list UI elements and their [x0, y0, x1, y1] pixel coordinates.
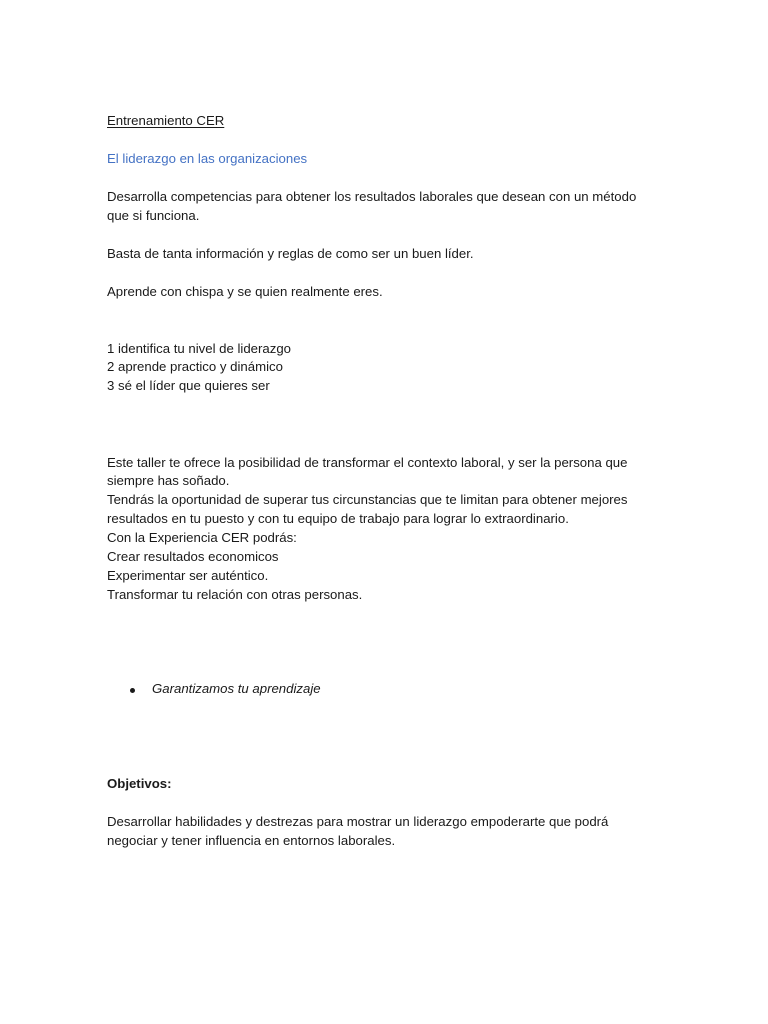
workshop-line-1: Este taller te ofrece la posibilidad de transformar el contexto laboral, y ser la persona que [107, 455, 628, 470]
workshop-line-6: Crear resultados economicos [107, 549, 279, 564]
document-subtitle: El liderazgo en las organizaciones [107, 151, 308, 166]
workshop-line-5: Con la Experiencia CER podrás: [107, 530, 297, 545]
objectives-heading: Objetivos: [107, 776, 172, 791]
workshop-line-4: resultados en tu puesto y con tu equipo de trabajo para lograr lo extraordinario. [107, 511, 569, 526]
paragraph-info: Basta de tanta información y reglas de como ser un buen líder. [107, 246, 474, 261]
intro-line-1: Desarrolla competencias para obtener los resultados laborales que desean con un método [107, 189, 637, 204]
objectives-line-1: Desarrollar habilidades y destrezas para mostrar un liderazgo empoderarte que podrá [107, 814, 609, 829]
bullet-icon [130, 688, 135, 693]
step-item-1: 1 identifica tu nivel de liderazgo [107, 341, 292, 356]
document-title: Entrenamiento CER [107, 113, 225, 128]
step-item-3: 3 sé el líder que quieres ser [107, 378, 270, 393]
objectives-line-2: negociar y tener influencia en entornos laborales. [107, 833, 396, 848]
paragraph-learn: Aprende con chispa y se quien realmente eres. [107, 284, 383, 299]
workshop-line-3: Tendrás la oportunidad de superar tus circunstancias que te limitan para obtener mejores [107, 492, 628, 507]
workshop-line-7: Experimentar ser auténtico. [107, 568, 269, 583]
bullet-item: Garantizamos tu aprendizaje [152, 681, 321, 696]
workshop-line-8: Transformar tu relación con otras personas. [107, 587, 363, 602]
step-item-2: 2 aprende practico y dinámico [107, 359, 283, 374]
intro-line-2: que si funciona. [107, 208, 200, 223]
workshop-line-2: siempre has soñado. [107, 473, 230, 488]
